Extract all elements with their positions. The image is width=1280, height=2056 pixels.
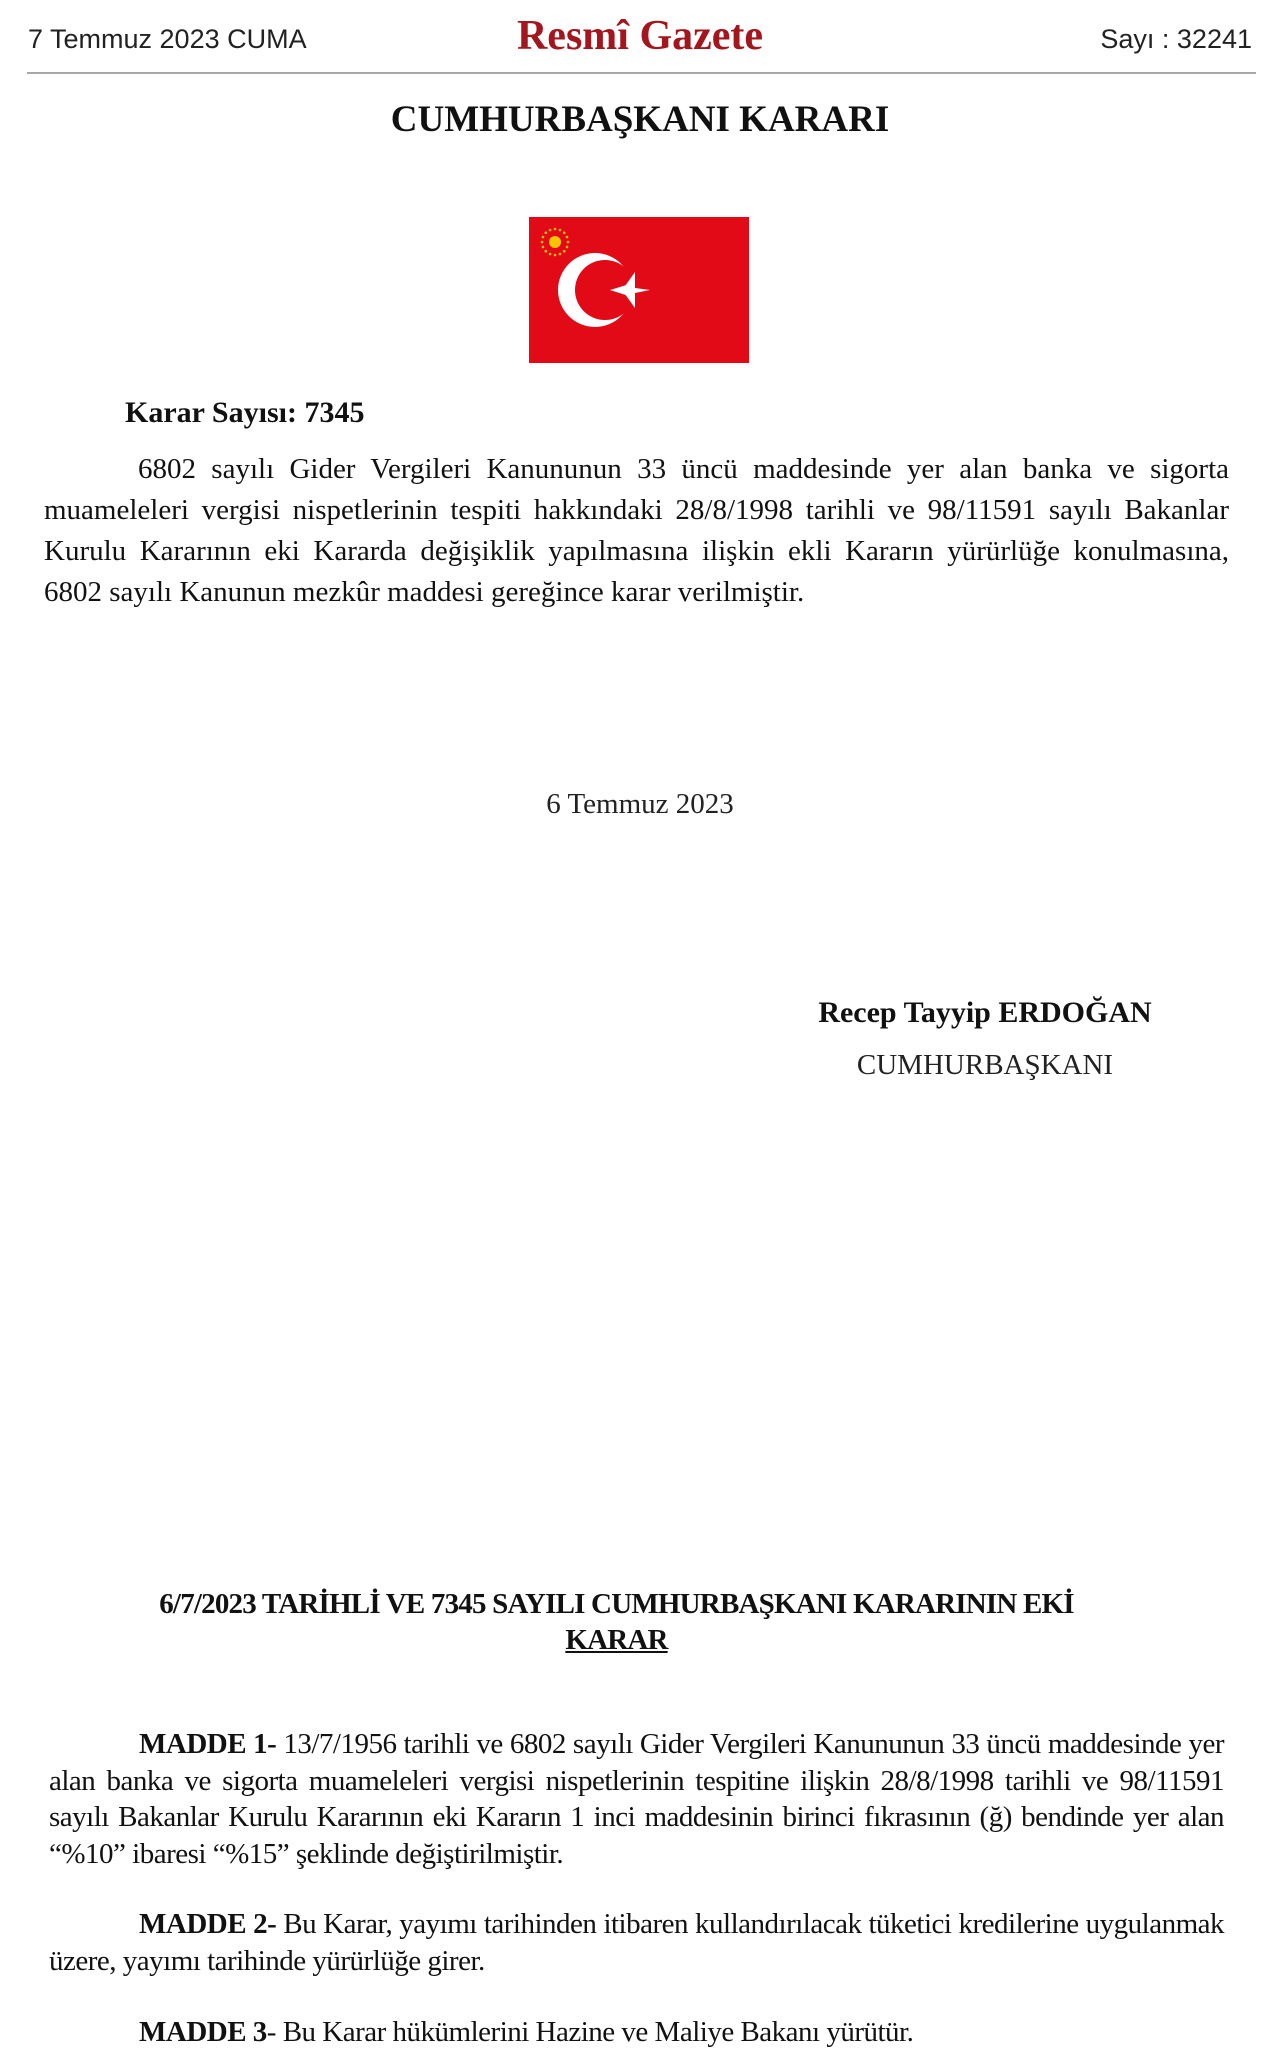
emblem-star-icon xyxy=(563,232,566,235)
annex-heading xyxy=(100,1586,1133,1658)
article-2 xyxy=(49,1906,1224,1979)
decision-date: 6 Temmuz 2023 xyxy=(546,788,734,820)
header-date: 7 Temmuz 2023 CUMA xyxy=(28,24,307,54)
document-title: CUMHURBAŞKANI KARARI xyxy=(390,99,890,140)
emblem-star-icon xyxy=(542,236,545,239)
presidential-flag-image xyxy=(529,217,749,363)
emblem-star-icon xyxy=(567,241,570,244)
emblem-star-icon xyxy=(545,250,548,253)
header-divider xyxy=(27,72,1256,74)
issue-number: Sayı : 32241 xyxy=(1100,24,1252,54)
emblem-star-icon xyxy=(554,228,557,231)
article-label: MADDE 2- xyxy=(139,1908,277,1940)
emblem-star-icon xyxy=(549,253,552,256)
article-text: - Bu Karar hükümlerini Hazine ve Maliye Bakanı yürütür. xyxy=(266,2016,914,2048)
emblem-star-icon xyxy=(545,232,548,235)
emblem-star-icon xyxy=(542,246,545,249)
emblem-star-icon xyxy=(563,250,566,253)
emblem-star-icon xyxy=(566,246,569,249)
article-label: MADDE 3 xyxy=(139,2016,267,2048)
annex-subtitle: KARAR xyxy=(565,1624,668,1656)
emblem-star-icon xyxy=(549,229,552,232)
article-text: Bu Karar, yayımı tarihinden itibaren kullandırılacak tüketici kredilerine uygulanmak üzere, yayımı tarihinde yürürlüğe girer. xyxy=(49,1908,1224,1977)
emblem-star-icon xyxy=(559,229,562,232)
annex-title: 6/7/2023 TARİHLİ VE 7345 SAYILI CUMHURBAŞKANI KARARININ EKİ xyxy=(159,1588,1074,1620)
signer-name: Recep Tayyip ERDOĞAN xyxy=(818,996,1152,1029)
article-text: 13/7/1956 tarihli ve 6802 sayılı Gider Vergileri Kanununun 33 üncü maddesinde yer alan banka ve sigorta muameleleri vergisi nispetlerinin tespitine ilişkin 28/8/1998 tarihli ve 98/11591 sayılı Bakanlar Kurulu Kararının eki Kararın 1 inci maddesinin birinci fıkrasının (ğ) bendinde yer alan “%10” ibaresi “%15” şeklinde değiştirilmiştir. xyxy=(49,1728,1224,1870)
article-3 xyxy=(49,2014,1224,2051)
emblem-star-icon xyxy=(541,241,544,244)
article-1 xyxy=(49,1726,1224,1872)
emblem-star-icon xyxy=(566,236,569,239)
emblem-star-icon xyxy=(559,253,562,256)
decision-number: Karar Sayısı: 7345 xyxy=(125,396,365,429)
gazette-logo: Resmî Gazete xyxy=(516,13,764,59)
article-label: MADDE 1- xyxy=(139,1728,277,1760)
emblem-star-icon xyxy=(554,254,557,257)
intro-paragraph: 6802 sayılı Gider Vergileri Kanununun 33 üncü maddesinde yer alan banka ve sigorta muameleleri vergisi nispetlerinin tespiti hakkındaki 28/8/1998 tarihli ve 98/11591 sayılı Bakanlar Kurulu Kararının eki Kararda değişiklik yapılmasına ilişkin ekli Kararın yürürlüğe konulmasına, 6802 sayılı Kanunun mezkûr maddesi gereğince karar verilmiştir. xyxy=(44,453,1229,608)
signer-title: CUMHURBAŞKANI xyxy=(856,1049,1114,1081)
